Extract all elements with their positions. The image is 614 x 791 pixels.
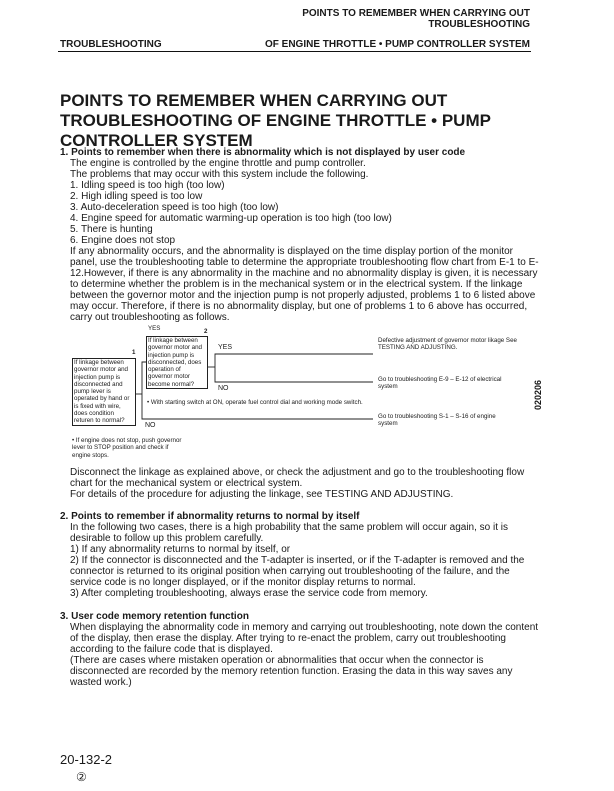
page-number: 20-132-2: [60, 752, 113, 767]
step-number: 1: [132, 349, 136, 356]
note: • With starting switch at ON, operate fuel control dial and working mode switch.: [147, 399, 363, 406]
step-number: 2: [204, 328, 208, 335]
revision-mark: ②: [76, 770, 87, 784]
paragraph: If any abnormality occurs, and the abnormality is displayed on the time display portion of the monitor panel, use the troubleshooting table to determine the appropriate troubleshooting flow chart from E-1 to E-12.However, if there is any abnormality in the machine and no abnormality display is given, it is necessary to determine whether the problem is in the mechanical system or in the electrical system. If the linkage between the governor motor and the injection pump is not properly adjusted, problems 1 to 6 listed above may occur. Therefore, if there is no abnormality display, but one of problems 1 to 6 above has occurred, carry out troubleshooting as follows.: [70, 246, 539, 323]
result-1: Defective adjustment of governor motor likage See TESTING AND ADJUSTING.: [378, 337, 517, 352]
list-item: 1. Idling speed is too high (too low): [70, 180, 225, 191]
paragraph: (There are cases where mistaken operation or abnormalities that occur when the connector is disconnected are recorded by the memory retention function. Erasing the data in this way saves any wasted work.): [70, 655, 513, 688]
header-section: TROUBLESHOOTING: [60, 39, 162, 50]
list-item: 3) After completing troubleshooting, always erase the service code from memory.: [70, 588, 428, 599]
header-divider: [58, 51, 531, 52]
list-item: 3. Auto-deceleration speed is too high (too low): [70, 202, 279, 213]
header-title-bottom: OF ENGINE THROTTLE • PUMP CONTROLLER SYSTEM: [265, 39, 530, 50]
note: • If engine does not stop, push governor lever to STOP position and check if engine stops.: [72, 437, 182, 459]
list-item: 4. Engine speed for automatic warming-up operation is too high (too low): [70, 213, 392, 224]
decision-box-1: If linkage between governor motor and injection pump is disconnected and pump lever is operated by hand or is fixed with wire, does condition returen to normal?: [72, 358, 136, 426]
section-3-heading: 3. User code memory retention function: [60, 611, 249, 622]
no-label: NO: [145, 422, 156, 429]
yes-label: YES: [218, 344, 233, 351]
section-2: [60, 511, 542, 599]
section-2-heading: 2. Points to remember if abnormality returns to normal by itself: [60, 511, 360, 522]
paragraph: When displaying the abnormality code in memory and carrying out troubleshooting, note down the content of the display, then erase the display. After trying to re-enact the problem, carry out troubleshooting according to the failure code that is displayed.: [70, 622, 539, 655]
paragraph: For details of the procedure for adjusting the linkage, see TESTING AND ADJUSTING.: [70, 489, 454, 500]
list-item: 6. Engine does not stop: [70, 235, 176, 246]
figure-code: 020206: [533, 379, 543, 410]
list-item: 5. There is hunting: [70, 224, 153, 235]
after-diagram: [60, 467, 542, 500]
yes-label: YES: [148, 325, 161, 332]
page-title: POINTS TO REMEMBER WHEN CARRYING OUT TROUBLESHOOTING OF ENGINE THROTTLE • PUMP CONTROLLER SYSTEM: [60, 91, 491, 150]
section-1: [60, 147, 542, 323]
list-item: 2) If the connector is disconnected and the T-adapter is inserted, or if the T-adapter is removed and the connector is returned to its original position when carrying out troubleshooting of the failure, and the service code is no longer displayed, or if the monitor display returns to normal.: [70, 555, 525, 588]
section-3: [60, 611, 542, 688]
paragraph: Disconnect the linkage as explained above, or check the adjustment and go to the troubleshooting flow chart for the mechanical system or electrical system.: [70, 467, 525, 489]
result-3: Go to troubleshooting S-1 – S-16 of engine system: [378, 413, 496, 428]
list-item: 2. High idling speed is too low: [70, 191, 203, 202]
flowchart: [60, 325, 542, 461]
paragraph: The engine is controlled by the engine throttle and pump controller.: [70, 158, 366, 169]
result-2: Go to troubleshooting E-9 – E-12 of electrical system: [378, 376, 502, 391]
no-label: NO: [218, 385, 229, 392]
decision-box-2: If linkage between governor motor and injection pump is disconnected, does operation of governor motor become normal?: [146, 336, 208, 389]
paragraph: In the following two cases, there is a high probability that the same problem will occur again, so it is desirable to follow up this problem carefully.: [70, 522, 508, 544]
header-title-top: POINTS TO REMEMBER WHEN CARRYING OUT TROUBLESHOOTING: [302, 8, 530, 30]
list-item: 1) If any abnormality returns to normal by itself, or: [70, 544, 291, 555]
section-1-heading: 1. Points to remember when there is abnormality which is not displayed by user code: [60, 147, 466, 158]
body-flow: [60, 147, 542, 688]
paragraph: The problems that may occur with this system include the following.: [70, 169, 369, 180]
